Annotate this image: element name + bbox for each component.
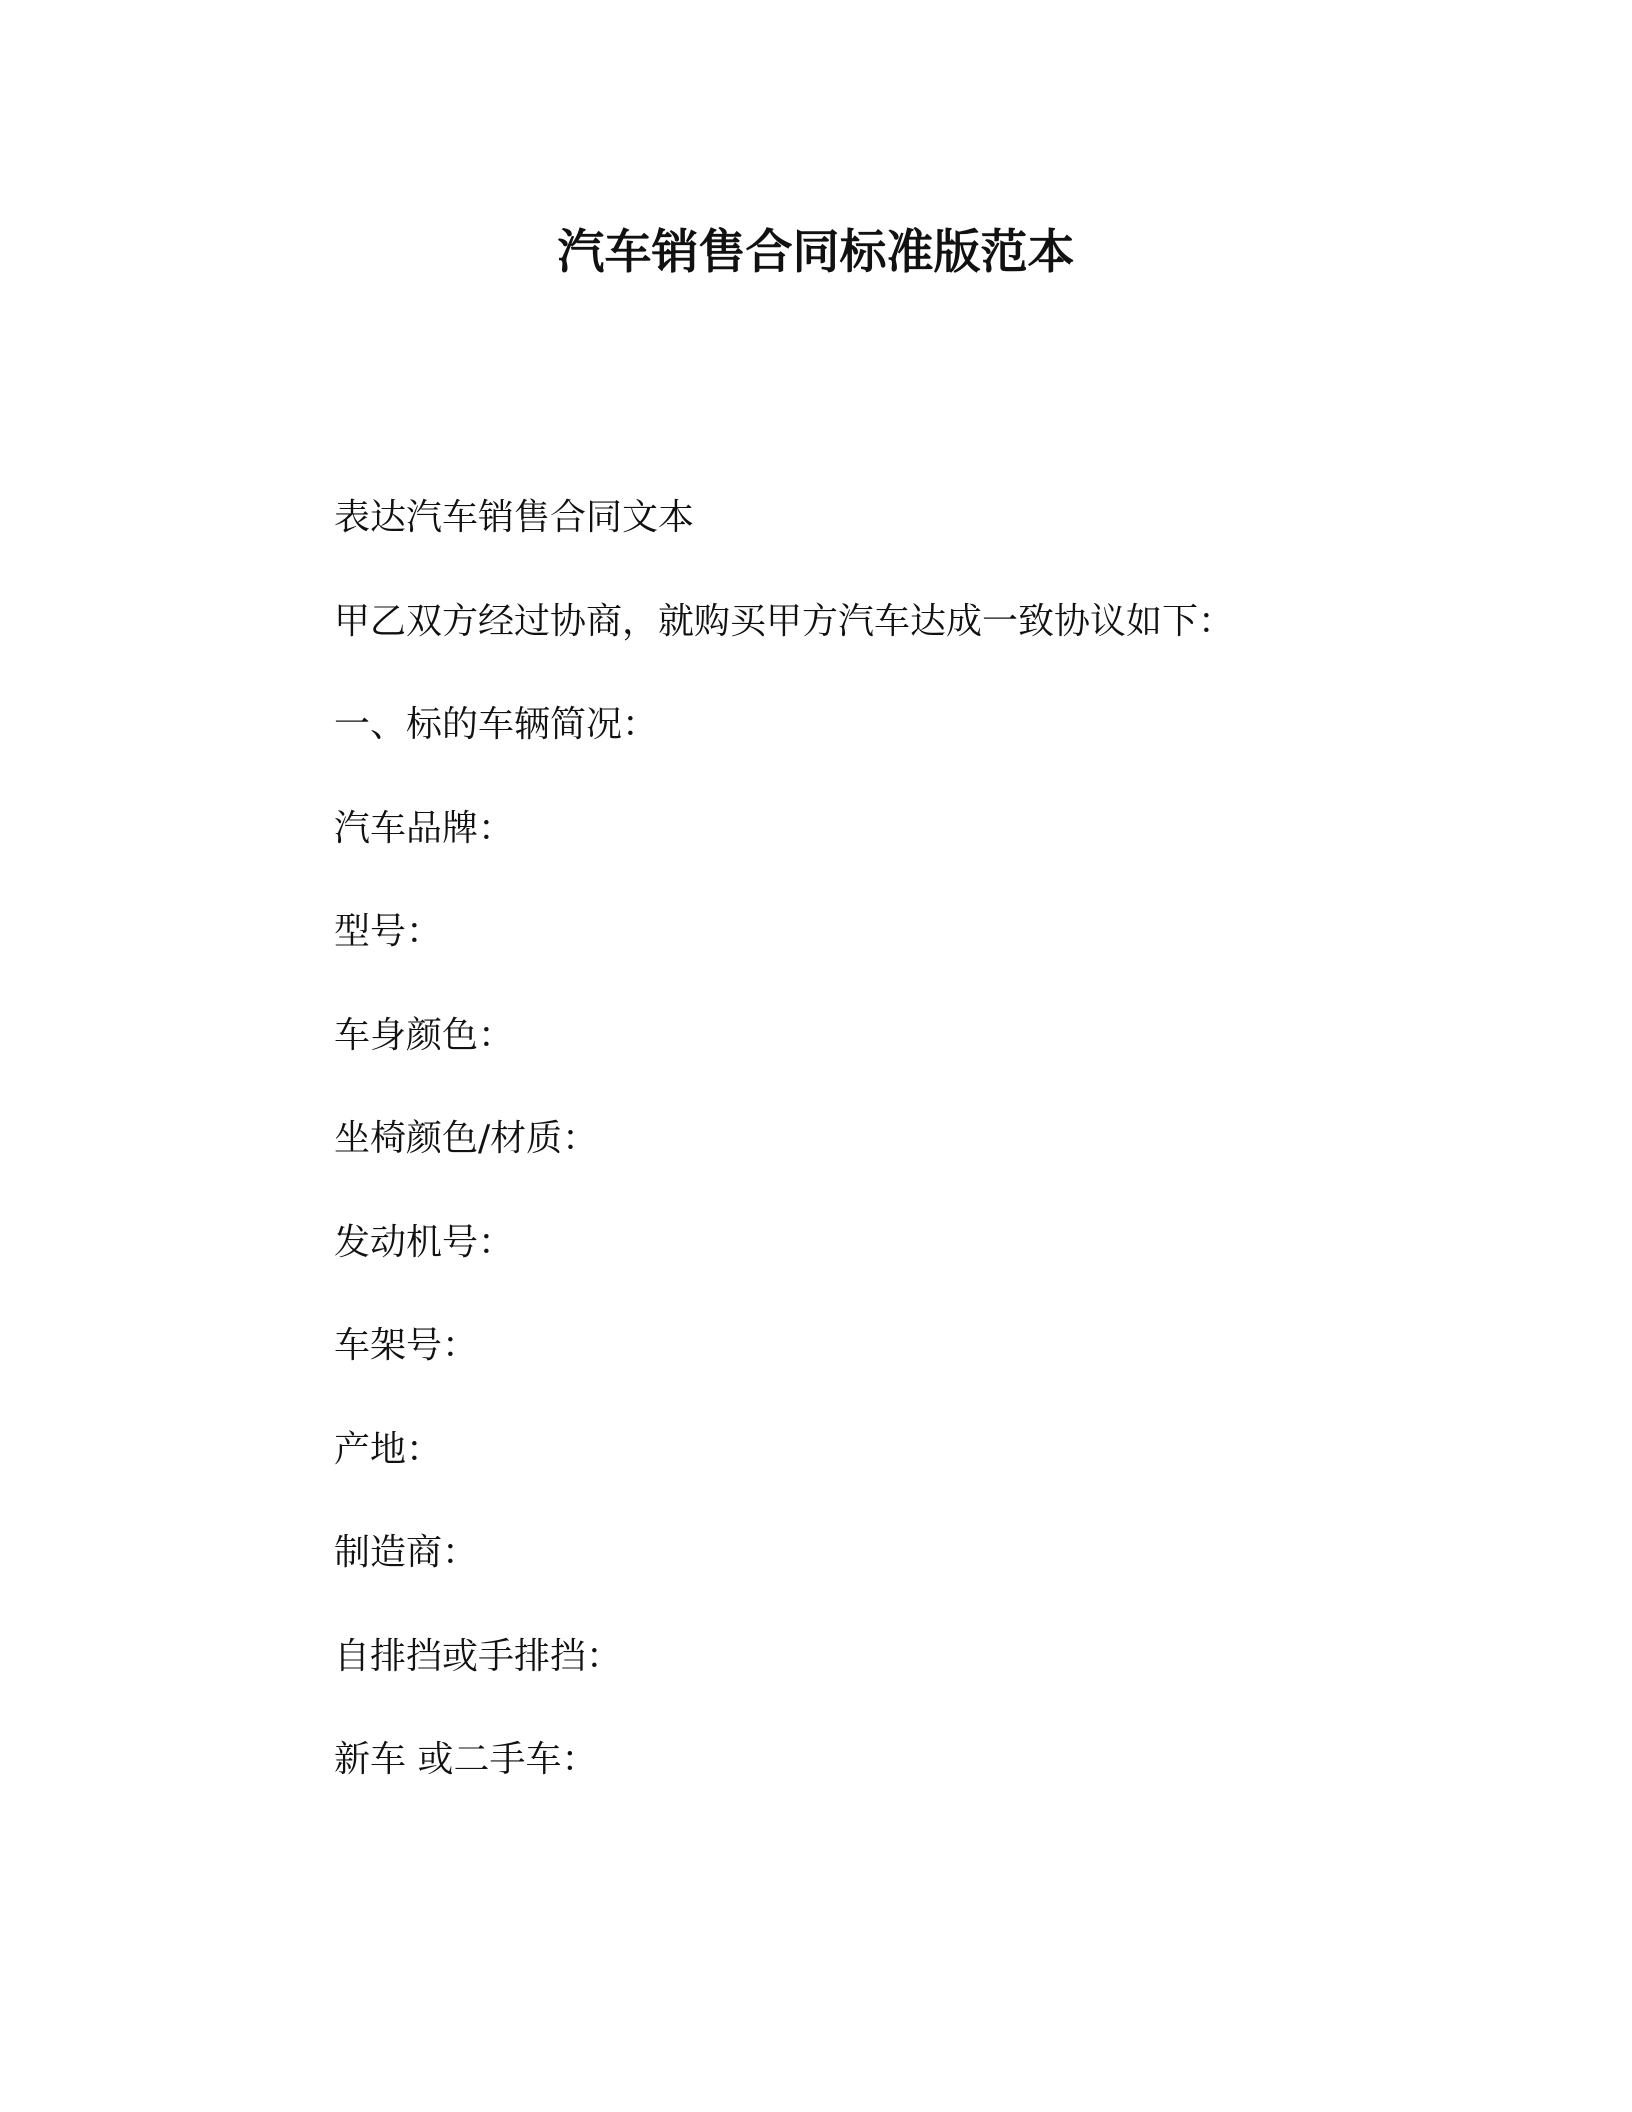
document-body <box>334 494 1434 1840</box>
section-heading-vehicle: 一、标的车辆简况： <box>334 704 659 745</box>
field-seat-color-material: 坐椅颜色/材质： <box>334 1118 599 1159</box>
field-new-or-used: 新车 或二手车： <box>334 1739 598 1780</box>
agreement-line: 甲乙双方经过协商，就购买甲方汽车达成一致协议如下： <box>334 600 1235 642</box>
field-engine-number: 发动机号： <box>334 1221 515 1263</box>
field-origin: 产地： <box>334 1428 443 1470</box>
intro-line: 表达汽车销售合同文本 <box>334 497 695 538</box>
field-model: 型号： <box>334 911 443 952</box>
field-transmission: 自排挡或手排挡： <box>334 1635 623 1677</box>
field-body-color: 车身颜色： <box>334 1014 515 1056</box>
field-brand: 汽车品牌： <box>334 807 515 849</box>
field-manufacturer: 制造商： <box>334 1532 479 1573</box>
document-title: 汽车销售合同标准版范本 <box>557 225 1075 280</box>
field-frame-number: 车架号： <box>334 1325 479 1366</box>
